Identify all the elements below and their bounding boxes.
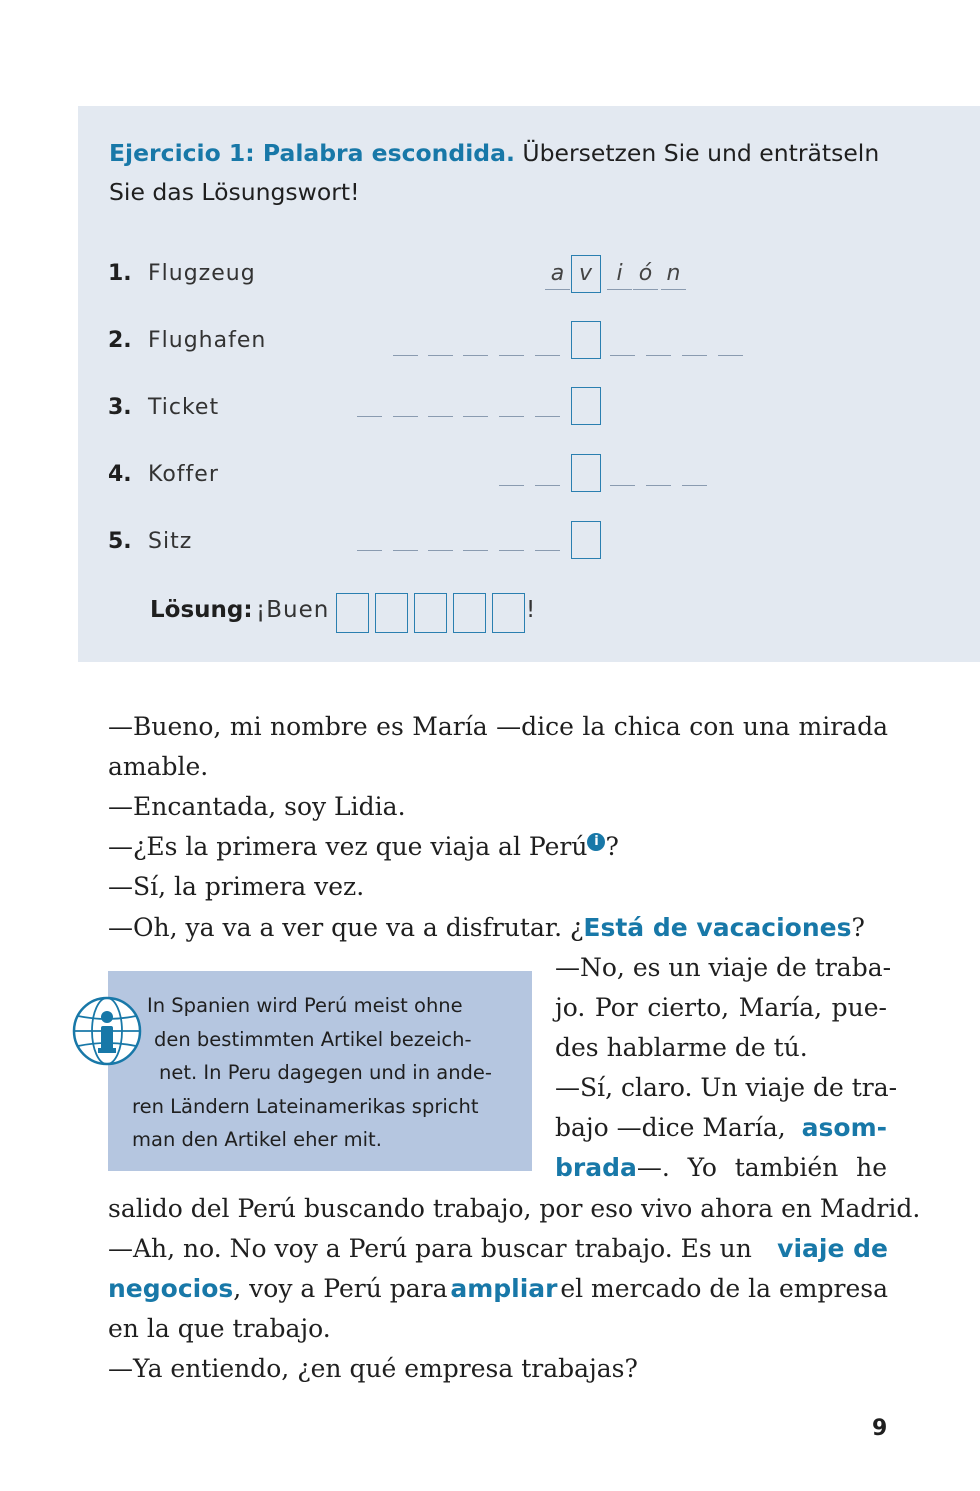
story-text: ?: [605, 832, 619, 861]
answer-letter: a: [550, 261, 565, 286]
letter-blank[interactable]: [499, 549, 524, 551]
story-text: —¿Es la primera vez que viaja al Perú: [108, 832, 588, 861]
story-text: el mercado de la empresa: [560, 1274, 888, 1303]
story-line: —Ya entiendo, ¿en qué empresa trabajas?: [108, 1354, 638, 1383]
story-line: salido del Perú buscando trabajo, por eso vivo ahora en Madrid.: [108, 1194, 921, 1223]
letter-blank[interactable]: [499, 354, 524, 356]
letter-blank[interactable]: [428, 415, 453, 417]
item-word: Flughafen: [148, 328, 267, 353]
letter-blank[interactable]: [357, 415, 382, 417]
info-globe-icon: [72, 996, 142, 1066]
answer-letter: i: [616, 261, 623, 286]
letter-blank: [661, 288, 686, 290]
exercise-row-5: [78, 519, 980, 563]
exercise-row-3: [78, 385, 980, 429]
story-text: bajo —dice María,: [555, 1113, 786, 1142]
story-line: [108, 832, 888, 861]
letter-blank[interactable]: [357, 549, 382, 551]
item-word: Sitz: [148, 529, 193, 554]
vocab-term[interactable]: Está de vacaciones: [583, 913, 852, 942]
info-text: [108, 989, 532, 1157]
solution-box[interactable]: [336, 593, 369, 633]
story-line: [108, 1234, 888, 1263]
letter-blank[interactable]: [610, 484, 635, 486]
story-line: —Bueno, mi nombre es María —dice la chica con una mirada: [108, 712, 888, 741]
page-number: 9: [872, 1416, 888, 1441]
letter-blank[interactable]: [718, 354, 743, 356]
letter-blank[interactable]: [682, 354, 707, 356]
story-line: —Sí, claro. Un viaje de tra-: [555, 1073, 898, 1102]
exercise-title-label: Ejercicio 1: Palabra escondida.: [109, 139, 515, 167]
vocab-term[interactable]: ampliar: [450, 1274, 558, 1303]
solution-box[interactable]: [492, 593, 525, 633]
letter-blank: [607, 288, 632, 290]
answer-letter: n: [666, 261, 681, 286]
item-number: 5.: [108, 529, 132, 554]
letter-blank[interactable]: [393, 549, 418, 551]
info-line: net. In Peru dagegen und in ande-: [159, 1061, 492, 1084]
solution-prefix: ¡Buen: [256, 597, 330, 623]
letter-blank[interactable]: [610, 354, 635, 356]
letter-blank[interactable]: [535, 484, 560, 486]
story-line: [108, 913, 888, 942]
letter-blank[interactable]: [463, 354, 488, 356]
story-line: des hablarme de tú.: [555, 1033, 808, 1062]
story-line: en la que trabajo.: [108, 1314, 331, 1343]
story-line: —Encantada, soy Lidia.: [108, 792, 406, 821]
solution-suffix: !: [526, 597, 536, 623]
exercise-row-2: [78, 318, 980, 362]
item-word: Ticket: [148, 395, 220, 420]
letter-blank[interactable]: [393, 354, 418, 356]
info-box: [108, 971, 532, 1171]
letter-blank: [633, 288, 658, 290]
answer-letter: v: [578, 261, 593, 286]
answer-letter: ó: [638, 261, 653, 286]
exercise-title: [109, 134, 929, 212]
exercise-instruction-2: Sie das Lösungswort!: [109, 178, 360, 206]
vocab-term[interactable]: viaje de: [777, 1234, 888, 1263]
item-word: Flugzeug: [148, 261, 256, 286]
story-text: —Ah, no. No voy a Perú para buscar trabajo. Es un: [108, 1234, 752, 1263]
solution-letter-box[interactable]: [571, 521, 601, 559]
info-line: ren Ländern Lateinamerikas spricht: [132, 1094, 479, 1118]
item-number: 3.: [108, 395, 132, 420]
info-line: man den Artikel eher mit.: [132, 1128, 382, 1151]
letter-blank: [545, 288, 570, 290]
exercise-row-1: [78, 251, 980, 295]
letter-blank[interactable]: [535, 354, 560, 356]
story-text: —Oh, ya va a ver que va a disfrutar. ¿: [108, 913, 584, 942]
solution-line: [150, 590, 750, 634]
story-line: —Sí, la primera vez.: [108, 872, 365, 901]
info-line: In Spanien wird Perú meist ohne: [147, 994, 463, 1017]
letter-blank[interactable]: [646, 484, 671, 486]
story-line: amable.: [108, 752, 209, 781]
item-number: 4.: [108, 462, 132, 487]
solution-box[interactable]: [414, 593, 447, 633]
story-text: —. Yo también he: [636, 1153, 887, 1182]
letter-blank[interactable]: [428, 549, 453, 551]
letter-blank[interactable]: [646, 354, 671, 356]
story-line: —No, es un viaje de traba-: [555, 953, 892, 982]
letter-blank[interactable]: [463, 415, 488, 417]
story-text: ?: [851, 913, 865, 942]
letter-blank[interactable]: [499, 484, 524, 486]
letter-blank[interactable]: [682, 484, 707, 486]
item-number: 2.: [108, 328, 132, 353]
story-line: [555, 1113, 887, 1142]
solution-letter-box[interactable]: [571, 321, 601, 359]
solution-letter-box[interactable]: [571, 454, 601, 492]
letter-blank[interactable]: [463, 549, 488, 551]
vocab-term[interactable]: brada: [555, 1153, 637, 1182]
solution-letter-box[interactable]: [571, 387, 601, 425]
story-line: [108, 1274, 888, 1303]
exercise-instruction-1: Übersetzen Sie und enträtseln: [522, 139, 880, 167]
exercise-box: [78, 106, 980, 662]
letter-blank[interactable]: [535, 549, 560, 551]
letter-blank[interactable]: [393, 415, 418, 417]
vocab-term[interactable]: negocios: [108, 1274, 234, 1303]
info-marker-icon[interactable]: i: [587, 833, 605, 851]
item-number: 1.: [108, 261, 132, 286]
vocab-term[interactable]: asom-: [801, 1113, 887, 1142]
solution-box[interactable]: [375, 593, 408, 633]
item-word: Koffer: [148, 462, 219, 487]
letter-blank[interactable]: [428, 354, 453, 356]
story-line: jo. Por cierto, María, pue-: [555, 993, 887, 1022]
exercise-row-4: [78, 452, 980, 496]
letter-blank[interactable]: [499, 415, 524, 417]
info-line: den bestimmten Artikel bezeich-: [154, 1027, 472, 1051]
solution-label: Lösung:: [150, 597, 253, 623]
solution-box[interactable]: [453, 593, 486, 633]
story-text: , voy a Perú para: [233, 1274, 448, 1303]
letter-blank[interactable]: [535, 415, 560, 417]
story-line: [555, 1153, 887, 1182]
